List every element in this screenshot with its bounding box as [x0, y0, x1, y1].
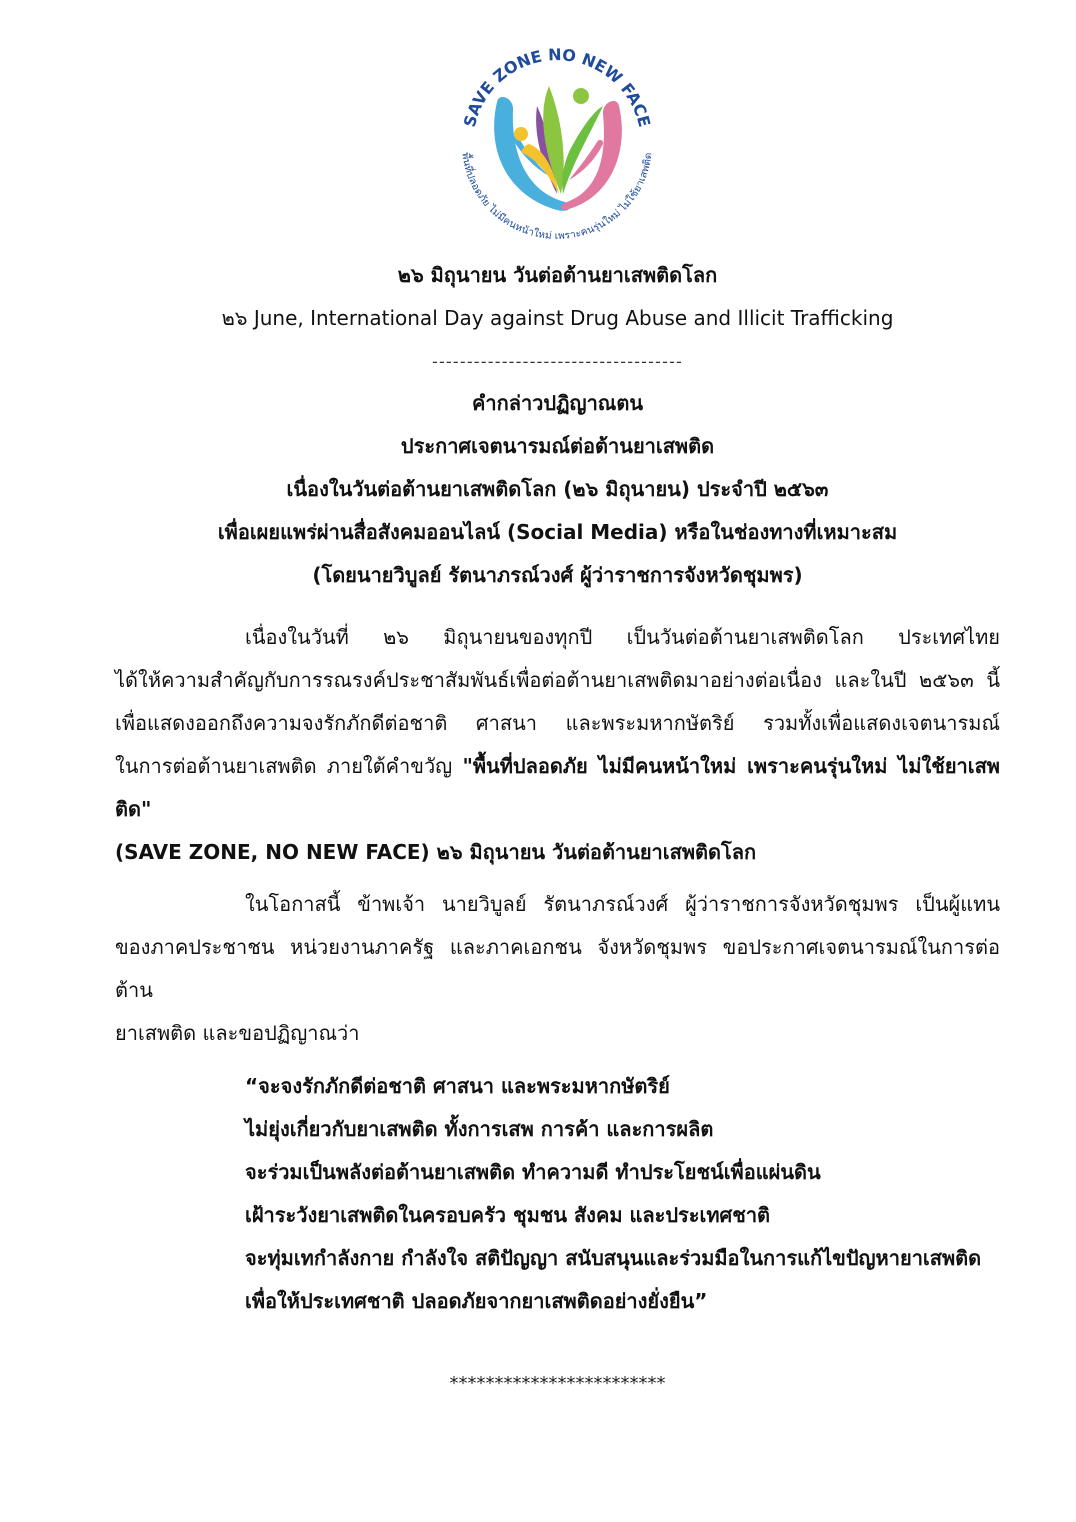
- document-body: [115, 254, 1000, 1405]
- declaration-header: [115, 382, 1000, 597]
- pledge-line: ไม่ยุ่งเกี่ยวกับยาเสพติด ทั้งการเสพ การค้า และการผลิต: [245, 1117, 714, 1141]
- declaration-title: คำกล่าวปฏิญาณตน: [471, 391, 644, 415]
- declaration-subtitle: ประกาศเจตนารมณ์ต่อต้านยาเสพติด: [400, 434, 715, 458]
- paragraph-line-text: ในการต่อต้านยาเสพติด ภายใต้คำขวัญ: [115, 754, 463, 778]
- pledge-line: เพื่อให้ประเทศชาติ ปลอดภัยจากยาเสพติดอย่างยั่งยืน”: [245, 1289, 708, 1313]
- logo-green-head: [573, 88, 589, 104]
- paragraph-representative: [115, 883, 1000, 1055]
- paragraph-line: ของภาคประชาชน หน่วยงานภาครัฐ และภาคเอกชน จังหวัดชุมพร ขอประกาศเจตนารมณ์ในการต่อต้าน: [115, 935, 1000, 1002]
- slogan-thai: "พื้นที่ปลอดภัย ไม่มีคนหน้าใหม่ เพราะคนรุ่นใหม่ ไม่ใช้ยาเสพติด": [115, 754, 1000, 821]
- logo-yellow-head: [514, 127, 528, 141]
- pledge-line: “จะจงรักภักดีต่อชาติ ศาสนา และพระมหากษัตริย์: [245, 1074, 670, 1098]
- heading-english-title: ๒๖ June, International Day against Drug Abuse and Illicit Trafficking: [221, 306, 894, 330]
- heading-thai-date: ๒๖ มิถุนายน วันต่อต้านยาเสพติดโลก: [397, 263, 718, 287]
- save-zone-logo: [457, 44, 657, 244]
- pledge-line: เฝ้าระวังยาเสพติดในครอบครัว ชุมชน สังคม และประเทศชาติ: [245, 1203, 771, 1227]
- pledge-line: จะทุ่มเทกำลังกาย กำลังใจ สติปัญญา สนับสนุนและร่วมมือในการแก้ไขปัญหายาเสพติด: [245, 1246, 982, 1270]
- paragraph-line: [115, 745, 1000, 831]
- declaration-purpose: เพื่อเผยแพร่ผ่านสื่อสังคมออนไลน์ (Social Media) หรือในช่องทางที่เหมาะสม: [217, 520, 898, 544]
- paragraph-intro: [115, 616, 1000, 874]
- pledge: [115, 1065, 1000, 1323]
- paragraph-line: ในโอกาสนี้ ข้าพเจ้า นายวิบูลย์ รัตนาภรณ์วงศ์ ผู้ว่าราชการจังหวัดชุมพร เป็นผู้แทน: [245, 892, 1000, 916]
- heading: [115, 254, 1000, 383]
- slogan-english: (SAVE ZONE, NO NEW FACE) ๒๖ มิถุนายน วันต่อต้านยาเสพติดโลก: [115, 840, 757, 864]
- logo-top-text: SAVE ZONE NO NEW FACE: [459, 45, 655, 129]
- logo-bottom-text: พื้นที่ปลอดภัย ไม่มีคนหน้าใหม่ เพราะคนรุ่นใหม่ ไม่ใช้ยาเสพติด: [459, 151, 655, 243]
- end-marker: ************************: [449, 1373, 666, 1394]
- declaration-by: (โดยนายวิบูลย์ รัตนาภรณ์วงศ์ ผู้ว่าราชการจังหวัดชุมพร): [312, 563, 803, 587]
- divider: ------------------------------------: [431, 352, 684, 371]
- declaration-occasion: เนื่องในวันต่อต้านยาเสพติดโลก (๒๖ มิถุนายน) ประจำปี ๒๕๖๓: [286, 477, 829, 501]
- paragraph-line: เพื่อแสดงออกถึงความจงรักภักดีต่อชาติ ศาสนา และพระมหากษัตริย์ รวมทั้งเพื่อแสดงเจตนารมณ์: [115, 711, 1000, 735]
- pledge-line: จะร่วมเป็นพลังต่อต้านยาเสพติด ทำความดี ทำประโยชน์เพื่อแผ่นดิน: [245, 1160, 821, 1184]
- paragraph-line: ได้ให้ความสำคัญกับการรณรงค์ประชาสัมพันธ์เพื่อต่อต้านยาเสพติดมาอย่างต่อเนื่อง และในปี ๒๕๖๓ นี้: [115, 668, 1000, 692]
- paragraph-line: เนื่องในวันที่ ๒๖ มิถุนายนของทุกปี เป็นวันต่อต้านยาเสพติดโลก ประเทศไทย: [245, 625, 1000, 649]
- paragraph-line: ยาเสพติด และขอปฏิญาณว่า: [115, 1021, 360, 1045]
